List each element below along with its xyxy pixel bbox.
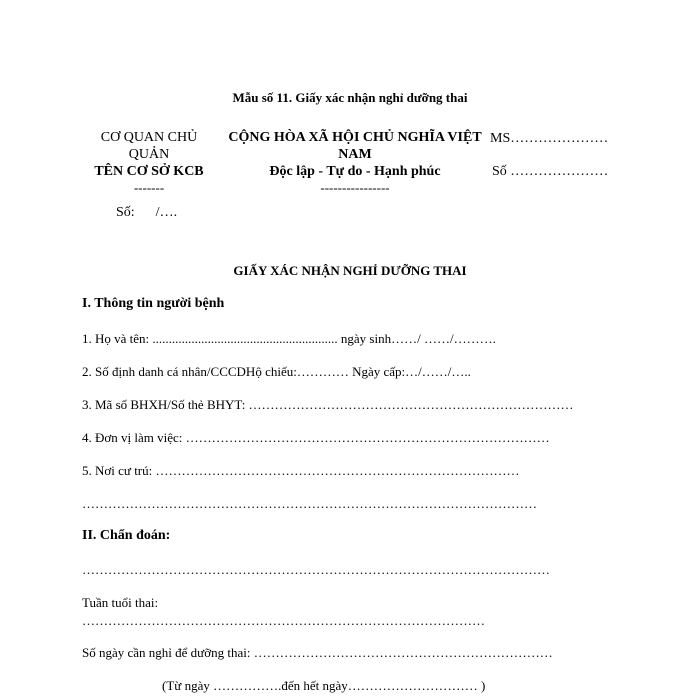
country-name-line-2: NAM bbox=[338, 147, 372, 162]
left-header-rule: ------- bbox=[133, 180, 165, 195]
section-patient-info-title: I. Thông tin người bệnh bbox=[82, 296, 225, 311]
field-id-number: 2. Số định danh cá nhân/CCCDHộ chiếu:………… Ngày cấp:…/……/….. bbox=[82, 364, 471, 379]
diagnosis-line: ……………………………………………………………………………………………… bbox=[82, 562, 550, 577]
center-header-rule: ---------------- bbox=[320, 180, 390, 195]
ms-field: MS………………… bbox=[490, 131, 609, 146]
document-title: GIẤY XÁC NHẬN NGHỈ DƯỠNG THAI bbox=[233, 263, 467, 278]
facility-name: TÊN CƠ SỞ KCB bbox=[94, 164, 204, 179]
leave-date-range: (Từ ngày …………….đến hết ngày………………………… ) bbox=[162, 678, 486, 693]
form-number-heading: Mẫu số 11. Giấy xác nhận nghỉ dưỡng thai bbox=[232, 90, 468, 105]
field-residence: 5. Nơi cư trú: ………………………………………………………………………… bbox=[82, 463, 520, 478]
agency-line-2: QUẢN bbox=[128, 147, 170, 162]
so-field: Số ………………… bbox=[492, 164, 609, 179]
leave-days-field: Số ngày cần nghỉ để dưỡng thai: …………………………………………………………… bbox=[82, 645, 553, 660]
country-name-line-1: CỘNG HÒA XÃ HỘI CHỦ NGHĨA VIỆT bbox=[228, 130, 482, 145]
section-diagnosis-title: II. Chẩn đoán: bbox=[82, 528, 171, 543]
field-insurance-number: 3. Mã số BHXH/Số thẻ BHYT: ………………………………………………………………… bbox=[82, 397, 574, 412]
gestational-age-line: ………………………………………………………………………………… bbox=[82, 613, 485, 628]
agency-line-1: CƠ QUAN CHỦ bbox=[100, 130, 198, 145]
field-workplace: 4. Đơn vị làm việc: ………………………………………………………………………… bbox=[82, 430, 550, 445]
gestational-age-label: Tuần tuổi thai: bbox=[82, 595, 159, 610]
field-full-name: 1. Họ và tên: ......................................................... ngày sinh……/ ……/………. bbox=[82, 331, 496, 346]
national-motto: Độc lập - Tự do - Hạnh phúc bbox=[269, 164, 441, 179]
field-residence-continued: …………………………………………………………………………………………… bbox=[82, 496, 537, 511]
document-number: Số: /…. bbox=[116, 205, 178, 220]
